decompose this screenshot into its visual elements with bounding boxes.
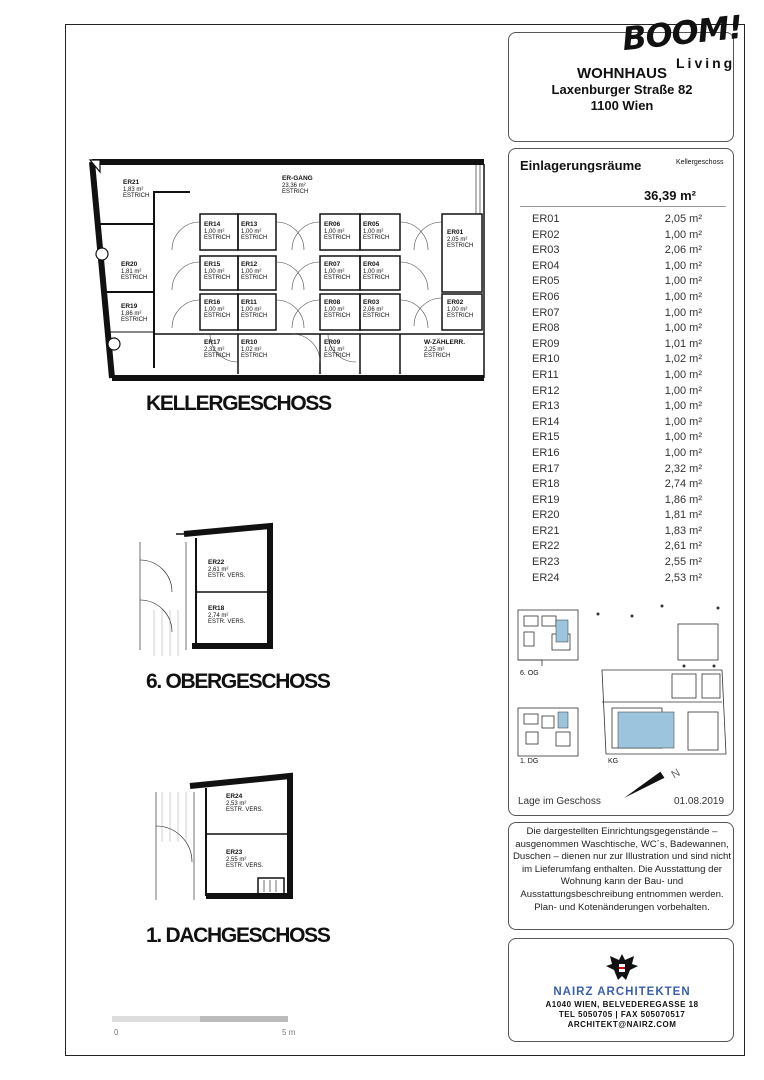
room-row xyxy=(532,400,702,416)
plan-room-er15: ER15 1,00 m² ESTRICH xyxy=(204,261,231,281)
location-mini-maps xyxy=(512,604,732,764)
scale-start: 0 xyxy=(114,1028,119,1037)
room-id: ER08 xyxy=(532,322,560,335)
room-row xyxy=(532,322,702,338)
room-area: 2,32 m² xyxy=(664,462,702,475)
room-area: 1,00 m² xyxy=(664,306,702,319)
room-list xyxy=(532,213,702,587)
architect-name: NAIRZ ARCHITEKTEN xyxy=(553,986,691,998)
room-id: ER13 xyxy=(532,400,560,413)
room-row xyxy=(532,463,702,479)
room-row xyxy=(532,525,702,541)
room-area: 2,55 m² xyxy=(664,556,702,569)
logo-living-text: Living xyxy=(676,55,736,71)
plan-room-er11: ER11 1,00 m² ESTRICH xyxy=(241,299,268,319)
room-area: 1,00 m² xyxy=(664,368,702,381)
room-row xyxy=(532,416,702,432)
title-kellergeschoss: KELLERGESCHOSS xyxy=(146,392,331,415)
plan-room-er07: ER07 1,00 m² ESTRICH xyxy=(324,261,351,281)
room-area: 1,00 m² xyxy=(664,446,702,459)
plan-room-er21: ER21 1,83 m² ESTRICH xyxy=(123,179,150,199)
room-area: 1,00 m² xyxy=(664,259,702,272)
room-row xyxy=(532,229,702,245)
address-block xyxy=(510,66,734,114)
room-id: ER07 xyxy=(532,306,560,319)
room-row xyxy=(532,307,702,323)
plan-room-wz: W-ZÄHLERR. 2,25 m² ESTRICH xyxy=(424,339,466,359)
room-row xyxy=(532,478,702,494)
room-id: ER15 xyxy=(532,431,560,444)
room-id: ER14 xyxy=(532,415,560,428)
plan-room-er24: ER24 2,53 m² ESTR. VERS. xyxy=(226,793,264,813)
title-obergeschoss: 6. OBERGESCHOSS xyxy=(146,670,330,693)
location-label: Lage im Geschoss xyxy=(518,796,601,807)
room-row xyxy=(532,385,702,401)
room-row xyxy=(532,275,702,291)
room-area: 1,86 m² xyxy=(664,493,702,506)
architect-email[interactable]: ARCHITEKT@NAIRZ.COM xyxy=(567,1020,677,1029)
room-id: ER23 xyxy=(532,556,560,569)
room-area: 1,00 m² xyxy=(664,431,702,444)
room-area: 2,74 m² xyxy=(664,478,702,491)
room-area: 2,06 m² xyxy=(664,244,702,257)
room-area: 1,02 m² xyxy=(664,353,702,366)
room-row xyxy=(532,260,702,276)
plan-date: 01.08.2019 xyxy=(674,796,725,807)
room-area: 1,00 m² xyxy=(664,275,702,288)
room-area: 2,53 m² xyxy=(664,571,702,584)
room-id: ER05 xyxy=(532,275,560,288)
room-row xyxy=(532,494,702,510)
mini-label-dg: 1. DG xyxy=(520,758,539,765)
room-id: ER19 xyxy=(532,493,560,506)
room-area: 1,00 m² xyxy=(664,228,702,241)
plan-room-er12: ER12 1,00 m² ESTRICH xyxy=(241,261,268,281)
storage-heading: Einlagerungsräume xyxy=(520,158,642,173)
plan-room-er08: ER08 1,00 m² ESTRICH xyxy=(324,299,351,319)
room-row xyxy=(532,509,702,525)
plan-room-er19: ER19 1,86 m² ESTRICH xyxy=(121,303,148,323)
dachgeschoss-plan xyxy=(150,772,300,902)
plan-room-er05: ER05 1,00 m² ESTRICH xyxy=(363,221,390,241)
room-row xyxy=(532,244,702,260)
room-id: ER06 xyxy=(532,290,560,303)
room-row xyxy=(532,447,702,463)
room-id: ER03 xyxy=(532,244,560,257)
room-area: 1,00 m² xyxy=(664,290,702,303)
city-address: 1100 Wien xyxy=(590,98,654,113)
room-area: 1,01 m² xyxy=(664,337,702,350)
plan-room-er18: ER18 2,74 m² ESTR. VERS. xyxy=(208,605,246,625)
room-row xyxy=(532,369,702,385)
room-id: ER01 xyxy=(532,213,560,225)
plan-room-er20: ER20 1,81 m² ESTRICH xyxy=(121,261,148,281)
room-area: 1,81 m² xyxy=(664,509,702,522)
room-id: ER02 xyxy=(532,228,560,241)
room-row xyxy=(532,213,702,229)
plan-room-er10: ER10 1,02 m² ESTRICH xyxy=(241,339,268,359)
room-area: 1,83 m² xyxy=(664,524,702,537)
room-row xyxy=(532,291,702,307)
plan-room-er17: ER17 2,32 m² ESTRICH xyxy=(204,339,231,359)
room-area: 1,00 m² xyxy=(664,400,702,413)
room-row xyxy=(532,540,702,556)
mini-label-kg: KG xyxy=(608,758,619,765)
building-title: WOHNHAUS xyxy=(577,65,667,82)
room-row xyxy=(532,556,702,572)
room-row xyxy=(532,572,702,588)
disclaimer-text: Die dargestellten Einrichtungsgegenstände – ausgenommen Waschtische, WC´s, Badewannen, Duschen – dienen nur zur Illustration und sind nicht im Lieferumfang enthalten. Die Ausstattung der Wohnung kann der Bau- und Ausstattungsbeschreibung entnommen werden. Plan- und Kotenänderungen vorbehalten. xyxy=(512,826,732,913)
plan-room-er13: ER13 1,00 m² ESTRICH xyxy=(241,221,268,241)
scale-end: 5 m xyxy=(282,1028,296,1037)
room-area: 2,61 m² xyxy=(664,540,702,553)
room-area: 1,00 m² xyxy=(664,415,702,428)
room-area: 1,00 m² xyxy=(664,322,702,335)
north-label: N xyxy=(669,766,683,782)
architect-address: A1040 WIEN, BELVEDEREGASSE 18 xyxy=(545,1000,699,1009)
plan-room-er09: ER09 1,01 m² ESTRICH xyxy=(324,339,351,359)
room-id: ER12 xyxy=(532,384,560,397)
plan-room-er01: ER01 2,05 m² ESTRICH xyxy=(447,229,474,249)
title-dachgeschoss: 1. DACHGESCHOSS xyxy=(146,924,330,947)
room-id: ER09 xyxy=(532,337,560,350)
plan-room-er22: ER22 2,61 m² ESTR. VERS. xyxy=(208,559,246,579)
room-id: ER04 xyxy=(532,259,560,272)
room-row xyxy=(532,431,702,447)
eagle-emblem-icon xyxy=(604,950,640,984)
room-area: 2,05 m² xyxy=(664,213,702,225)
plan-room-er02: ER02 1,00 m² ESTRICH xyxy=(447,299,474,319)
logo-boom-text: BOOM! xyxy=(620,7,744,59)
room-id: ER22 xyxy=(532,540,560,553)
room-id: ER24 xyxy=(532,571,560,584)
plan-room-er14: ER14 1,00 m² ESTRICH xyxy=(204,221,231,241)
room-id: ER20 xyxy=(532,509,560,522)
storage-floor-label: Kellergeschoss xyxy=(676,159,724,166)
room-id: ER18 xyxy=(532,478,560,491)
room-id: ER11 xyxy=(532,368,559,381)
scale-bar xyxy=(112,1014,302,1026)
room-row xyxy=(532,353,702,369)
room-id: ER21 xyxy=(532,524,560,537)
room-area: 1,00 m² xyxy=(664,384,702,397)
plan-room-gang: ER-GANG 23,36 m² ESTRICH xyxy=(282,175,313,195)
room-id: ER10 xyxy=(532,353,560,366)
room-id: ER16 xyxy=(532,446,560,459)
plan-room-er06: ER06 1,00 m² ESTRICH xyxy=(324,221,351,241)
street-address: Laxenburger Straße 82 xyxy=(551,82,693,97)
plan-room-er23: ER23 2,55 m² ESTR. VERS. xyxy=(226,849,264,869)
mini-label-og: 6. OG xyxy=(520,670,539,677)
obergeschoss-plan xyxy=(134,520,280,656)
plan-room-er03: ER03 2,06 m² ESTRICH xyxy=(363,299,390,319)
plan-room-er04: ER04 1,00 m² ESTRICH xyxy=(363,261,390,281)
room-row xyxy=(532,338,702,354)
divider xyxy=(520,206,726,207)
plan-room-er16: ER16 1,00 m² ESTRICH xyxy=(204,299,231,319)
room-id: ER17 xyxy=(532,462,560,475)
storage-total-area: 36,39 m² xyxy=(643,188,696,203)
architect-phone: TEL 5050705 | FAX 505070517 xyxy=(558,1010,686,1019)
